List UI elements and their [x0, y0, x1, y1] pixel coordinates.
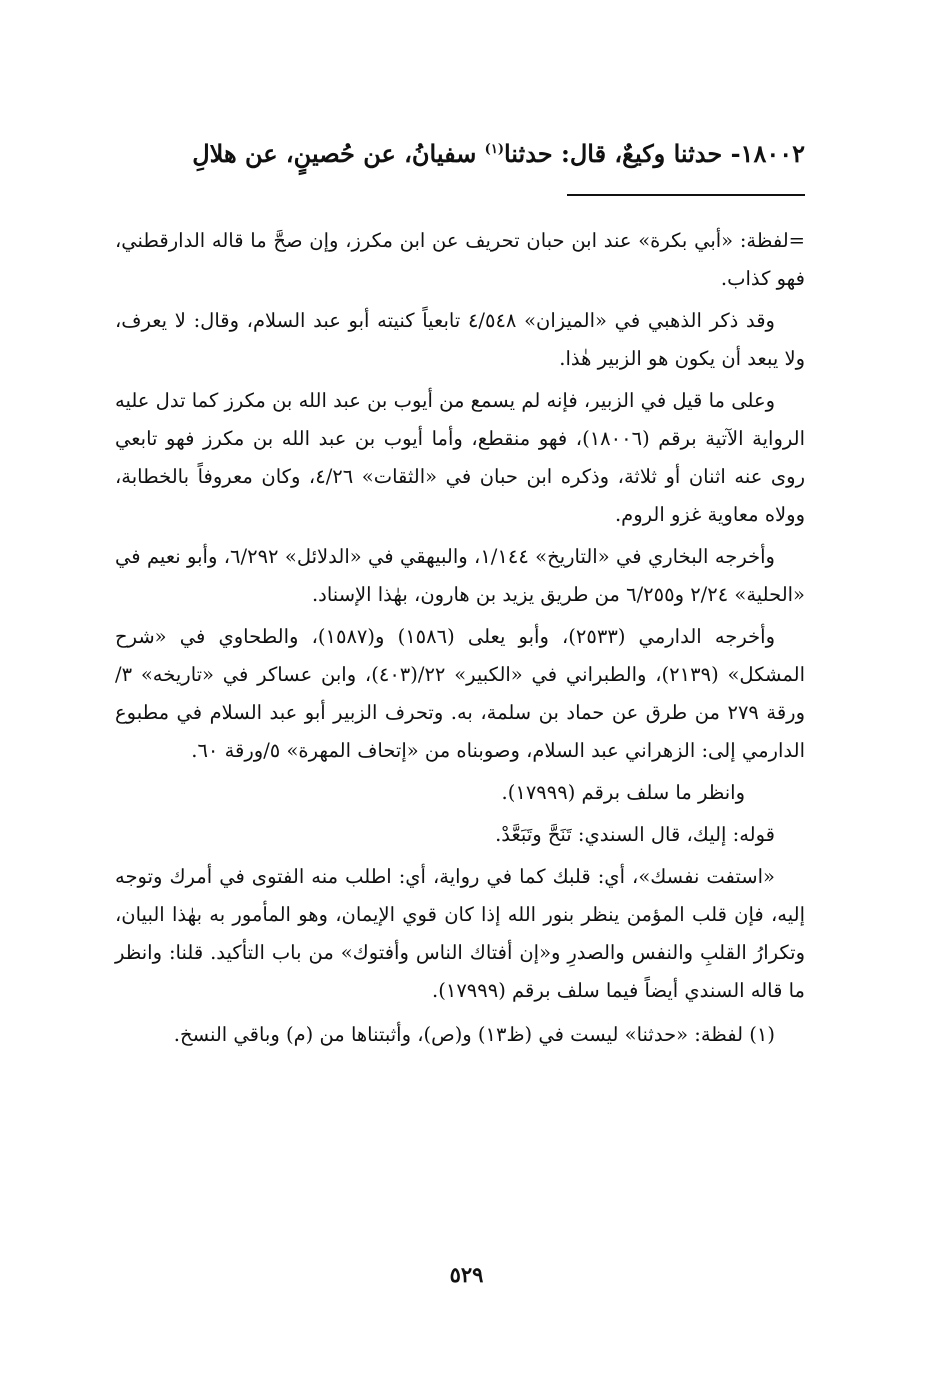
page-number: ٥٢٩	[449, 1262, 484, 1287]
note-paragraph: وانظر ما سلف برقم (١٧٩٩٩).	[501, 781, 745, 804]
note-paragraph: وأخرجه البخاري في «التاريخ» ١/١٤٤، والبيهقي في «الدلائل» ٦/٢٩٢، وأبو نعيم في «الحلية» ٢/٢٤ و٦/٢٥٥ من طريق يزيد بن هارون، بهٰذا الإسناد.	[115, 545, 805, 606]
footnote-divider	[567, 194, 805, 196]
footnote-1: (١) لفظة: «حدثنا» ليست في (ظ١٣) و(ص)، وأثبتناها من (م) وباقي النسخ.	[173, 1023, 775, 1046]
hadith-text-part1: - حدثنا وكيعٌ، قال: حدثنا	[503, 139, 741, 168]
hadith-number: ١٨٠٠٢	[740, 139, 805, 168]
note-paragraph: وأخرجه الدارمي (٢٥٣٣)، وأبو يعلى (١٥٨٦) و(١٥٨٧)، والطحاوي في «شرح المشكل» (٢١٣٩)، والطبراني في «الكبير» ٢٢/(٤٠٣)، وابن عساكر في «تاريخه» ٣/ورقة ٢٧٩ من طرق عن حماد بن سلمة، به. وتحرف الزبير أبو عبد السلام في مطبوع الدارمي إلى: الزهراني عبد السلام، وصوبناه من «إتحاف المهرة» ٥/ورقة ٦٠.	[115, 625, 806, 762]
note-paragraph: وقد ذكر الذهبي في «الميزان» ٤/٥٤٨ تابعياً كنيته أبو عبد السلام، وقال: لا يعرف، ولا يبعد أن يكون هو الزبير هٰذا.	[115, 309, 805, 370]
footnote-marker: (١)	[484, 142, 504, 157]
hadith-text-part2: سفيانُ، عن حُصينٍ، عن هلالِ	[192, 139, 485, 168]
note-paragraph: =لفظة: «أبي بكرة» عند ابن حبان تحريف عن ابن مكرز، وإن صحَّ ما قاله الدارقطني، فهو كذاب.	[115, 229, 805, 290]
note-paragraph: «استفت نفسك»، أي: قلبك كما في رواية، أي: اطلب منه الفتوى في أمرك وتوجه إليه، فإن قلب المؤمن ينظر بنور الله إذا كان قوي الإيمان، وهو المأمور به بهٰذا البيان، وتكرارُ القلبِ والنفس والصدرِ و«إن أفتاك الناس وأفتوك» من باب التأكيد. قلنا: وانظر ما قاله السندي أيضاً فيما سلف برقم (١٧٩٩٩).	[115, 865, 805, 1002]
hadith-text	[115, 134, 805, 174]
note-paragraph: وعلى ما قيل في الزبير، فإنه لم يسمع من أيوب بن عبد الله بن مكرز كما تدل عليه الرواية الآتية برقم (١٨٠٠٦)، فهو منقطع، وأما أيوب بن عبد الله بن مكرز فهو تابعي روى عنه اثنان أو ثلاثة، وذكره ابن حبان في «الثقات» ٤/٢٦، وكان معروفاً بالخطابة، وولاه معاوية غزو الروم.	[115, 389, 806, 526]
note-paragraph: قوله: إليك، قال السندي: تَنَحَّ وتَبَعَّدْ.	[495, 823, 775, 846]
notes-section	[115, 222, 805, 1058]
